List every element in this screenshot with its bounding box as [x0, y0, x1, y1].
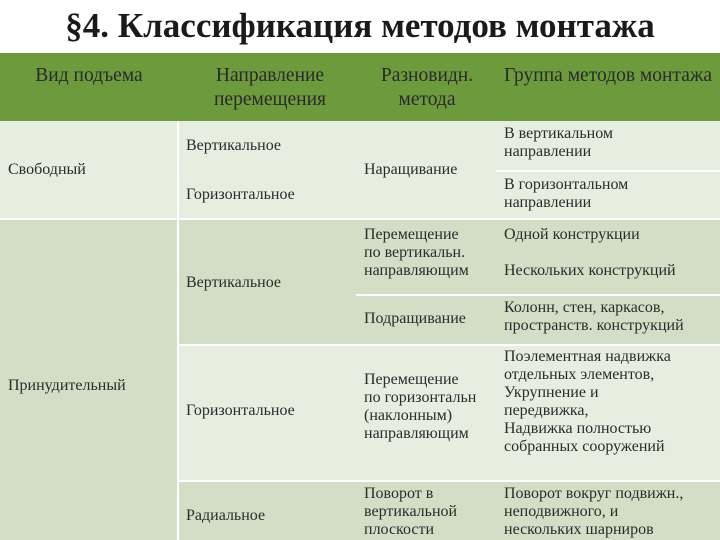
cell-direction-free	[178, 121, 356, 219]
header-lift-type: Вид подъема	[35, 65, 143, 86]
lift-free-label: Свободный	[8, 161, 86, 178]
direction-radial-label: Радиальное	[186, 507, 266, 524]
header-group: Группа методов монтажа	[504, 65, 712, 86]
direction-vertical-label: Вертикальное	[186, 137, 282, 154]
direction-horizontal-label: Горизонтальное	[186, 186, 295, 203]
direction-vertical-label: Вертикальное	[186, 274, 282, 291]
variety-vert-guides-label: Перемещение по вертикальн. направляющим	[364, 226, 469, 279]
variety-horiz-guides-label: Перемещение по горизонтальн (наклонным) направляющим	[364, 371, 477, 442]
group-elements-label: Поэлементная надвижка отдельных элементов, Укрупнение и передвижка, Надвижка полностью собранных сооружений	[504, 348, 671, 455]
variety-grow-label: Подращивание	[364, 310, 466, 327]
row-divider	[0, 218, 720, 220]
row-divider	[496, 170, 720, 172]
col-divider	[177, 121, 179, 540]
direction-horizontal-label: Горизонтальное	[186, 402, 295, 419]
row-divider	[178, 344, 720, 346]
page-title: §4. Классификация методов монтажа	[65, 6, 655, 45]
group-vert-label: В вертикальном направлении	[504, 125, 614, 160]
group-one-label: Одной конструкции	[504, 226, 640, 243]
group-several-label: Нескольких конструкций	[504, 262, 676, 279]
lift-forced-label: Принудительный	[8, 377, 126, 394]
group-columns-label: Колонн, стен, каркасов, пространств. конструкций	[504, 299, 684, 334]
group-horiz-label: В горизонтальном направлении	[504, 176, 629, 211]
variety-build-label: Наращивание	[364, 161, 458, 178]
group-rotate-label: Поворот вокруг подвижн., неподвижного, и нескольких шарниров	[504, 485, 684, 538]
header-variety: Разновидн. метода	[380, 65, 474, 110]
variety-rotate-label: Поворот в вертикальной плоскости	[364, 485, 458, 538]
row-divider	[178, 480, 720, 482]
header-direction: Направление перемещения	[213, 65, 326, 110]
methods-table	[0, 121, 720, 540]
row-divider	[356, 294, 720, 296]
